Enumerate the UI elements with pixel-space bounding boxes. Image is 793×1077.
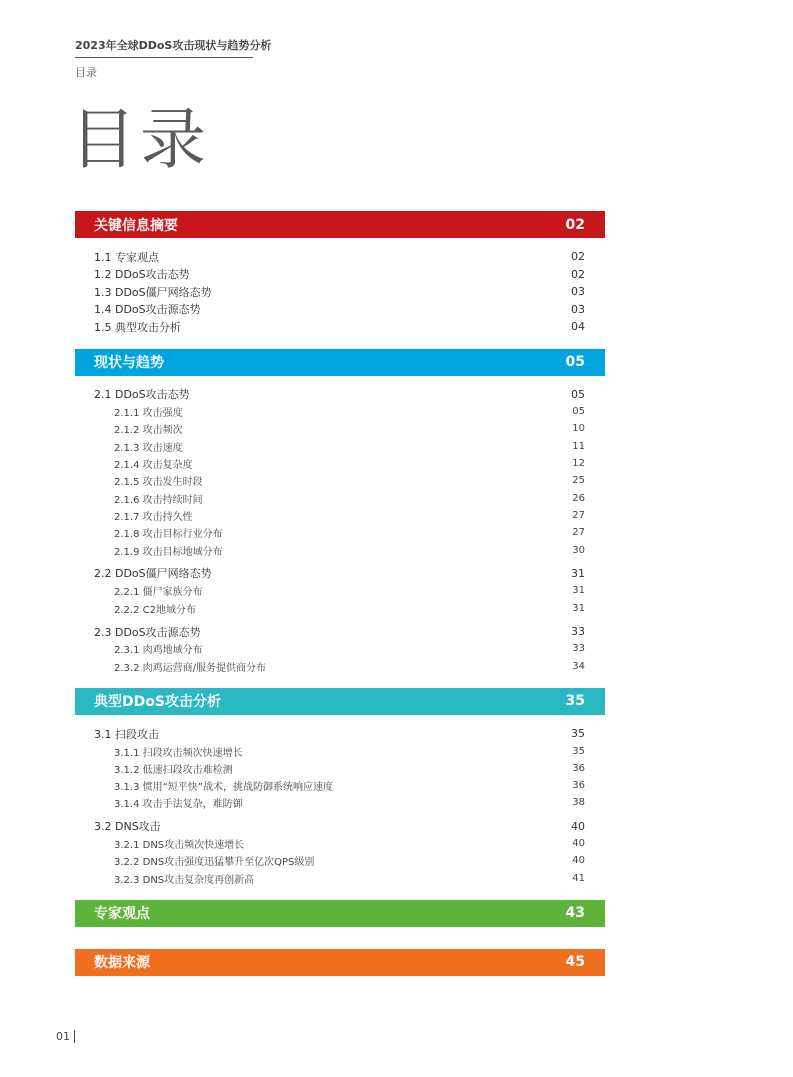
entry-page: 02 <box>571 267 585 281</box>
entry-page: 34 <box>572 660 585 672</box>
entry-page: 36 <box>572 780 585 792</box>
entry-page: 03 <box>571 285 585 299</box>
entry-page: 03 <box>571 302 585 316</box>
entry-label: 2.1.3 攻击速度 <box>114 442 183 454</box>
entry-label: 2.1.1 攻击强度 <box>114 408 183 420</box>
entry-label: 1.2 DDoS攻击态势 <box>94 268 190 282</box>
table-of-contents <box>75 211 605 976</box>
entry-label: 3.1.2 低速扫段攻击难检测 <box>114 764 233 776</box>
toc-subentry[interactable] <box>94 489 585 506</box>
toc-subentry[interactable] <box>94 455 585 472</box>
entry-label: 2.2 DDoS僵尸网络态势 <box>94 567 212 581</box>
toc-entry[interactable] <box>94 623 585 641</box>
section-label: 目录 <box>75 66 97 79</box>
entry-label: 2.3 DDoS攻击源态势 <box>94 625 201 639</box>
entry-page: 25 <box>572 475 585 487</box>
toc-chapter-experts[interactable] <box>75 900 605 927</box>
chapter-title: 关键信息摘要 <box>94 217 178 234</box>
toc-subentry[interactable] <box>94 582 585 599</box>
toc-chapter-data-sources[interactable] <box>75 949 605 976</box>
entry-label: 2.2.1 僵尸家族分布 <box>114 587 203 599</box>
entry-page: 41 <box>572 872 585 884</box>
toc-subentry[interactable] <box>94 760 585 777</box>
toc-chapter-trends[interactable] <box>75 349 605 376</box>
entry-page: 40 <box>572 838 585 850</box>
chapter-title: 典型DDoS攻击分析 <box>94 694 221 711</box>
toc-entry[interactable] <box>94 818 585 836</box>
toc-chapter-summary[interactable] <box>75 211 605 238</box>
entry-label: 3.1.3 惯用“短平快”战术，挑战防御系统响应速度 <box>114 782 333 794</box>
entry-label: 1.3 DDoS僵尸网络态势 <box>94 285 212 299</box>
entry-page: 12 <box>572 458 585 470</box>
toc-entry[interactable] <box>94 725 585 743</box>
toc-subentry[interactable] <box>94 794 585 811</box>
entry-label: 3.1 扫段攻击 <box>94 727 159 741</box>
toc-subentry[interactable] <box>94 541 585 558</box>
entry-label: 3.1.1 扫段攻击频次快速增长 <box>114 747 243 759</box>
entry-label: 3.2.1 DNS攻击频次快速增长 <box>114 840 245 852</box>
toc-subentry[interactable] <box>94 640 585 657</box>
toc-subentry[interactable] <box>94 742 585 759</box>
chapter-title: 数据来源 <box>94 955 150 972</box>
page-title: 目录 <box>70 101 210 178</box>
entry-label: 2.1.7 攻击持久性 <box>114 511 193 523</box>
entry-label: 2.1.4 攻击复杂度 <box>114 460 193 472</box>
toc-subentry[interactable] <box>94 420 585 437</box>
entry-label: 2.1.8 攻击目标行业分布 <box>114 529 223 541</box>
entry-page: 31 <box>571 566 585 580</box>
entry-page: 11 <box>572 440 585 452</box>
entry-page: 31 <box>572 585 585 597</box>
toc-entry[interactable] <box>94 283 585 301</box>
entry-label: 2.1.5 攻击发生时段 <box>114 477 203 489</box>
toc-entry[interactable] <box>94 318 585 336</box>
entry-page: 05 <box>572 406 585 418</box>
toc-entry[interactable] <box>94 266 585 284</box>
entry-label: 2.2.2 C2地域分布 <box>114 604 196 616</box>
entry-page: 38 <box>572 797 585 809</box>
chapter-title: 专家观点 <box>94 906 150 923</box>
chapter-page: 02 <box>565 216 585 233</box>
page-number-divider <box>74 1030 75 1043</box>
toc-subentry[interactable] <box>94 438 585 455</box>
entry-page: 35 <box>572 745 585 757</box>
toc-subentry[interactable] <box>94 870 585 887</box>
entry-page: 27 <box>572 509 585 521</box>
entry-label: 1.5 典型攻击分析 <box>94 320 181 334</box>
entry-label: 3.2 DNS攻击 <box>94 820 161 834</box>
entry-page: 26 <box>572 492 585 504</box>
toc-subentry[interactable] <box>94 472 585 489</box>
entry-page: 10 <box>572 423 585 435</box>
entry-label: 3.2.2 DNS攻击强度迅猛攀升至亿次QPS级别 <box>114 857 315 869</box>
entry-page: 36 <box>572 762 585 774</box>
toc-subentry[interactable] <box>94 507 585 524</box>
toc-subentry[interactable] <box>94 852 585 869</box>
toc-entry[interactable] <box>94 565 585 583</box>
entry-page: 33 <box>572 643 585 655</box>
toc-entry[interactable] <box>94 301 585 319</box>
entry-label: 2.1 DDoS攻击态势 <box>94 388 190 402</box>
entry-page: 02 <box>571 250 585 264</box>
toc-subentry[interactable] <box>94 658 585 675</box>
page-number: 01 <box>56 1030 70 1043</box>
entry-label: 2.1.6 攻击持续时间 <box>114 494 203 506</box>
entry-page: 31 <box>572 602 585 614</box>
toc-subentry[interactable] <box>94 599 585 616</box>
entry-label: 1.4 DDoS攻击源态势 <box>94 303 201 317</box>
entry-page: 40 <box>572 855 585 867</box>
chapter-page: 35 <box>565 693 585 710</box>
toc-subentry[interactable] <box>94 777 585 794</box>
entry-label: 1.1 专家观点 <box>94 250 159 264</box>
toc-entry[interactable] <box>94 386 585 404</box>
chapter-page: 45 <box>565 954 585 971</box>
chapter-title: 现状与趋势 <box>94 355 164 371</box>
entry-page: 05 <box>571 387 585 401</box>
entry-label: 2.3.2 肉鸡运营商/服务提供商分布 <box>114 662 266 674</box>
document-title: 2023年全球DDoS攻击现状与趋势分析 <box>75 37 253 58</box>
entry-page: 30 <box>572 544 585 556</box>
toc-chapter-typical-attacks[interactable] <box>75 688 605 715</box>
entry-page: 27 <box>572 527 585 539</box>
entry-label: 2.3.1 肉鸡地域分布 <box>114 645 203 657</box>
toc-subentry[interactable] <box>94 524 585 541</box>
toc-subentry[interactable] <box>94 835 585 852</box>
toc-entry[interactable] <box>94 248 585 266</box>
chapter-page: 05 <box>565 354 585 370</box>
toc-subentry[interactable] <box>94 403 585 420</box>
entry-page: 04 <box>571 320 585 334</box>
entry-label: 3.2.3 DNS攻击复杂度再创新高 <box>114 874 255 886</box>
entry-label: 2.1.2 攻击频次 <box>114 425 183 437</box>
entry-label: 2.1.9 攻击目标地域分布 <box>114 546 223 558</box>
entry-page: 40 <box>571 819 585 833</box>
entry-page: 33 <box>571 625 585 639</box>
entry-label: 3.1.4 攻击手法复杂，难防御 <box>114 799 243 811</box>
entry-page: 35 <box>571 727 585 741</box>
chapter-page: 43 <box>565 905 585 922</box>
